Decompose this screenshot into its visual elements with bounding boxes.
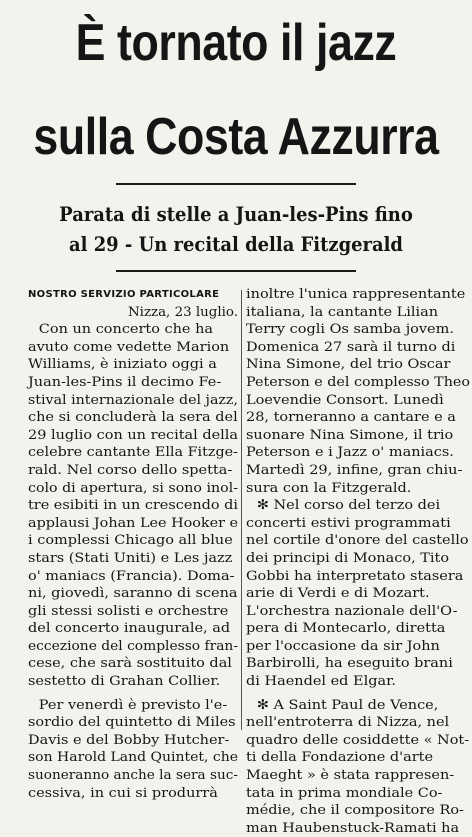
text-line: Per venerdì è previsto l'e- bbox=[38, 697, 228, 713]
text-line: italiana, la cantante Lilian bbox=[246, 304, 439, 320]
text-line: Terry cogli Os samba jovem. bbox=[246, 322, 454, 338]
text-line: nell'entroterra di Nizza, nel bbox=[246, 715, 450, 731]
text-line: stival internazionale del jazz, bbox=[28, 392, 238, 408]
text-line: Domenica 27 sarà il turno di bbox=[246, 339, 456, 355]
text-line: per l'occasione da sir John bbox=[246, 638, 440, 654]
text-line: inoltre l'unica rappresentante bbox=[246, 287, 466, 302]
headline-rule bbox=[116, 183, 356, 185]
text-line: cese, che sarà sostituito dal bbox=[28, 656, 232, 672]
text-line: ✻ A Saint Paul de Vence, bbox=[256, 697, 439, 713]
text-line: Williams, è iniziato oggi a bbox=[28, 357, 217, 373]
text-line: colo di apertura, si sono inol- bbox=[28, 480, 239, 496]
text-line: Nina Simone, del trio Oscar bbox=[246, 357, 451, 373]
text-line: Peterson e del complesso Theo bbox=[246, 374, 470, 390]
text-line: che si concluderà la sera del bbox=[28, 410, 238, 426]
article-column-right bbox=[246, 286, 470, 837]
text-line: Loevendie Consort. Lunedì bbox=[246, 392, 444, 408]
text-line: 28, torneranno a cantare e a bbox=[246, 410, 456, 426]
text-line: sura con la Fitzgerald. bbox=[246, 480, 412, 496]
text-line: médie, che il compositore Ro- bbox=[246, 803, 464, 819]
text-line: celebre cantante Ella Fitzge- bbox=[28, 445, 238, 461]
text-line: suonare Nina Simone, il trio bbox=[246, 427, 454, 443]
text-line: Peterson e i Jazz o' maniacs. bbox=[246, 445, 454, 461]
text-line: del concerto inaugurale, ad bbox=[28, 621, 231, 637]
text-line: sordio del quintetto di Miles bbox=[28, 715, 236, 731]
text-line: Davis e del Bobby Hutcher- bbox=[28, 732, 230, 748]
subheadline-line-2: al 29 - Un recital della Fitzgerald bbox=[69, 233, 403, 256]
text-line: nel cortile d'onore del castello bbox=[246, 533, 469, 549]
text-line: cessiva, in cui si produrrà bbox=[28, 785, 218, 801]
text-line: sestetto di Grahan Collier. bbox=[28, 674, 221, 690]
subheadline-rule bbox=[116, 270, 356, 272]
text-line: eccezione del complesso fran- bbox=[28, 638, 239, 654]
text-line: applausi Johan Lee Hooker e bbox=[28, 515, 239, 531]
text-line: Martedì 29, infine, gran chiu- bbox=[246, 462, 463, 478]
text-line: concerti estivi programmati bbox=[246, 515, 451, 531]
text-line: quadro delle cosiddette « Not- bbox=[246, 732, 470, 748]
text-line: Barbirolli, ha eseguito brani bbox=[246, 656, 453, 672]
text-line: di Haendel ed Elgar. bbox=[246, 674, 397, 690]
text-line: i complessi Chicago all blue bbox=[28, 533, 233, 549]
text-line: 29 luglio con un recital della bbox=[28, 427, 239, 443]
text-line: gli stessi solisti e orchestre bbox=[28, 603, 229, 619]
text-line: arie di Verdi e di Mozart. bbox=[246, 586, 430, 602]
text-line: rald. Nel corso dello spetta- bbox=[28, 462, 233, 478]
text-line: stars (Stati Uniti) e Les jazz bbox=[28, 550, 233, 566]
text-line: Juan-les-Pins il decimo Fe- bbox=[28, 374, 222, 390]
text-line: ni, giovedì, saranno di scena bbox=[28, 586, 238, 602]
text-line: son Harold Land Quintet, che bbox=[28, 750, 238, 766]
text-line: pera di Montecarlo, diretta bbox=[246, 621, 446, 637]
text-line: avuto come vedette Marion bbox=[28, 339, 230, 355]
text-line: o' maniacs (Francia). Doma- bbox=[28, 568, 235, 584]
headline-line-1: È tornato il jazz bbox=[75, 14, 397, 72]
text-line: Maeght » è stata rappresen- bbox=[246, 768, 455, 784]
text-line: tata in prima mondiale Co- bbox=[246, 785, 443, 801]
headline-line-2: sulla Costa Azzurra bbox=[33, 108, 439, 166]
text-line: tre esibiti in un crescendo di bbox=[28, 498, 238, 514]
byline: NOSTRO SERVIZIO PARTICOLARE bbox=[28, 289, 220, 300]
text-line: man Haubenstuck-Ramati ha bbox=[246, 820, 460, 836]
text-line: ✻ Nel corso del terzo dei bbox=[256, 498, 441, 514]
article-column-left bbox=[28, 286, 238, 802]
text-line: dei principi di Monaco, Tito bbox=[246, 550, 450, 566]
subheadline-line-1: Parata di stelle a Juan-les-Pins fino bbox=[59, 203, 413, 226]
text-line: L'orchestra nazionale dell'O- bbox=[246, 603, 458, 619]
text-line: Gobbi ha interpretato stasera bbox=[246, 568, 464, 584]
dateline: Nizza, 23 luglio. bbox=[127, 304, 238, 320]
text-line: suoneranno anche la sera suc- bbox=[28, 768, 238, 784]
text-line: ti della Fondazione d'arte bbox=[246, 750, 434, 766]
text-line: Con un concerto che ha bbox=[38, 322, 214, 338]
